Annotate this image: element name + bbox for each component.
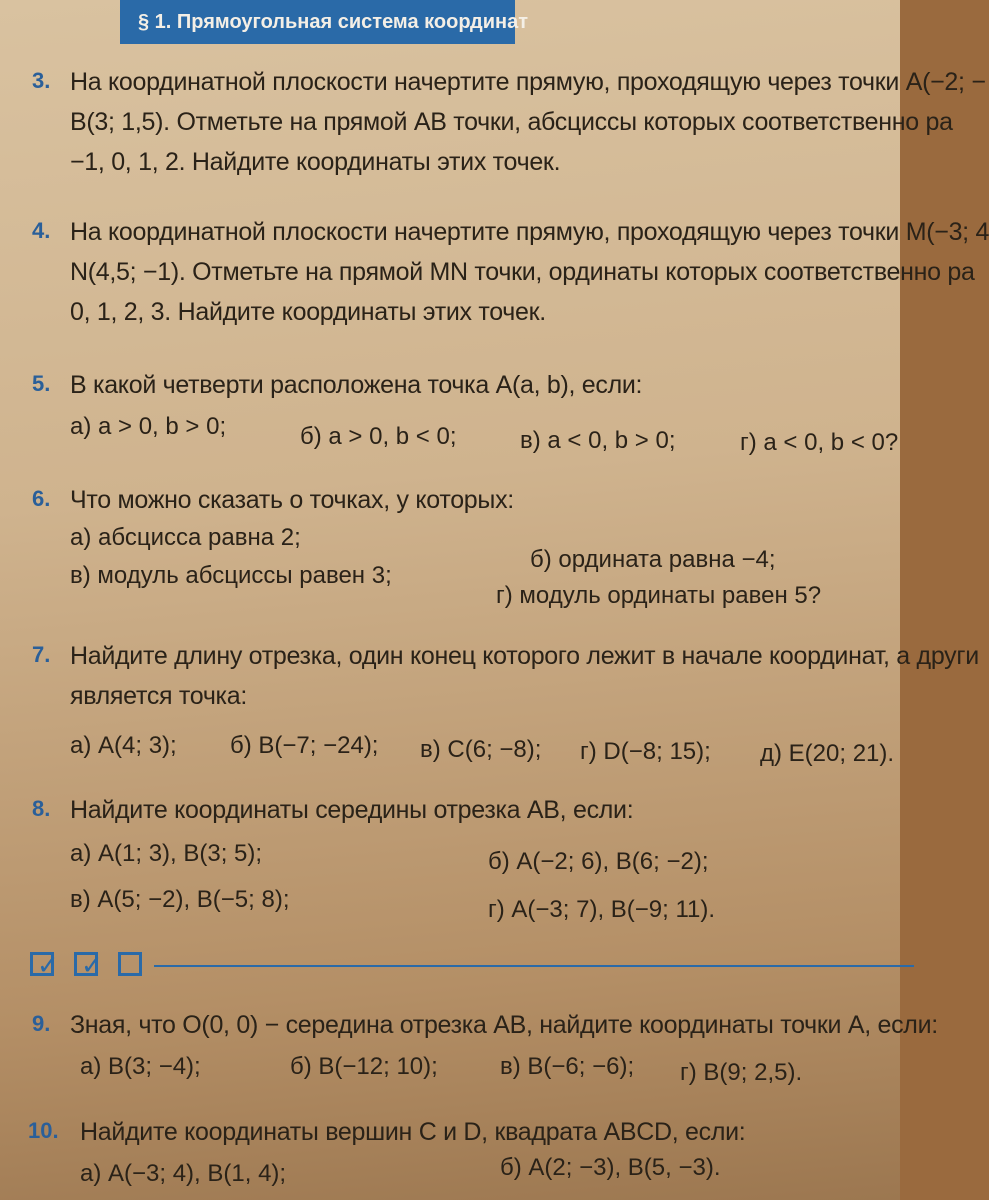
- option-b: б) a > 0, b < 0;: [300, 423, 457, 450]
- option-g: г) a < 0, b < 0?: [740, 429, 899, 456]
- option-d: д) E(20; 21).: [760, 740, 895, 767]
- task-6: [32, 480, 892, 609]
- option-a: а) B(3; −4);: [80, 1053, 201, 1080]
- option-g: г) A(−3; 7), B(−9; 11).: [488, 896, 716, 923]
- task-number: 9.: [32, 1011, 51, 1036]
- section-header: § 1. Прямоугольная система координат: [120, 0, 515, 44]
- difficulty-marker: [30, 946, 900, 986]
- option-b: б) A(−2; 6), B(6; −2);: [488, 848, 709, 875]
- option-b: б) B(−7; −24);: [230, 732, 379, 759]
- task-options: [70, 405, 899, 456]
- task-text-line: −1, 0, 1, 2. Найдите координаты этих точек.: [70, 148, 561, 176]
- task-options: [70, 836, 892, 923]
- option-b: б) ордината равна −4;: [530, 546, 776, 573]
- task-number: 8.: [32, 796, 51, 821]
- task-text-line: Найдите координаты вершин C и D, квадрата ABCD, если:: [80, 1118, 746, 1146]
- task-options: [70, 1045, 892, 1089]
- option-a: а) абсцисса равна 2;: [70, 524, 301, 551]
- option-v: в) C(6; −8);: [420, 736, 542, 763]
- option-a: а) A(4; 3);: [70, 732, 177, 759]
- task-text-line: В какой четверти расположена точка A(a, b), если:: [70, 371, 643, 399]
- task-text-line: N(4,5; −1). Отметьте на прямой MN точки, ординаты которых соответственно ра: [70, 258, 975, 286]
- task-number: 3.: [32, 68, 51, 93]
- task-options: [70, 520, 892, 609]
- option-v: в) модуль абсциссы равен 3;: [70, 562, 392, 589]
- task-number: 4.: [32, 218, 51, 243]
- task-options: [70, 724, 895, 768]
- option-v: в) A(5; −2), B(−5; 8);: [70, 886, 290, 913]
- empty-box-icon: [118, 952, 142, 976]
- task-3: [32, 62, 986, 182]
- task-text-line: B(3; 1,5). Отметьте на прямой AB точки, абсциссы которых соответственно ра: [70, 108, 953, 136]
- task-number: 6.: [32, 486, 51, 511]
- option-b: б) A(2; −3), B(5, −3).: [500, 1154, 721, 1181]
- option-a: а) A(−3; 4), B(1, 4);: [80, 1160, 287, 1187]
- divider-line: [154, 965, 914, 967]
- task-options: [80, 1152, 892, 1196]
- task-text-line: Найдите координаты середины отрезка AB, если:: [70, 796, 634, 824]
- option-v: в) a < 0, b > 0;: [520, 427, 676, 454]
- task-5: [32, 365, 899, 456]
- task-text-line: На координатной плоскости начертите прямую, проходящую через точки M(−3; 4: [70, 218, 989, 246]
- option-g: г) B(9; 2,5).: [680, 1059, 803, 1086]
- task-number: 10.: [28, 1118, 59, 1143]
- task-8: [32, 790, 892, 923]
- task-number: 5.: [32, 371, 51, 396]
- option-b: б) B(−12; 10);: [290, 1053, 438, 1080]
- task-7: [32, 636, 979, 768]
- option-g: г) D(−8; 15);: [580, 738, 711, 765]
- task-text-line: Зная, что O(0, 0) − середина отрезка AB, найдите координаты точки A, если:: [70, 1011, 938, 1039]
- option-g: г) модуль ординаты равен 5?: [496, 582, 822, 609]
- option-a: а) A(1; 3), B(3; 5);: [70, 840, 263, 867]
- task-text-line: На координатной плоскости начертите прямую, проходящую через точки A(−2; −: [70, 68, 986, 96]
- task-4: [32, 212, 989, 332]
- option-v: в) B(−6; −6);: [500, 1053, 635, 1080]
- task-9: [32, 1005, 938, 1089]
- checked-box-icon: ✓: [74, 952, 98, 976]
- option-a: а) a > 0, b > 0;: [70, 413, 227, 440]
- task-10: [28, 1112, 892, 1196]
- task-text-line: 0, 1, 2, 3. Найдите координаты этих точек.: [70, 298, 546, 326]
- task-number: 7.: [32, 642, 51, 667]
- task-text-line: Что можно сказать о точках, у которых:: [70, 486, 514, 514]
- checked-box-icon: ✓: [30, 952, 54, 976]
- task-text-line: является точка:: [70, 682, 247, 710]
- task-text-line: Найдите длину отрезка, один конец которого лежит в начале координат, а други: [70, 642, 979, 670]
